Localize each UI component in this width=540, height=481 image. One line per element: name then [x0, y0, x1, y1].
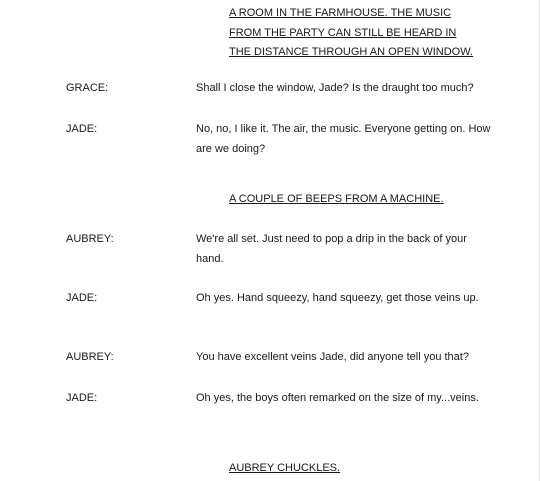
dialogue-line: We're all set. Just need to pop a drip in the back of your hand. — [196, 233, 467, 265]
stage-direction: AUBREY CHUCKLES. — [229, 462, 341, 474]
stage-direction: A ROOM IN THE FARMHOUSE. THE MUSIC FROM THE PARTY CAN STILL BE HEARD IN THE DISTANCE THROUGH AN OPEN WINDOW. — [229, 7, 474, 58]
dialogue-line: Shall I close the window, Jade? Is the draught too much? — [196, 82, 474, 94]
character-name: JADE: — [66, 392, 98, 404]
dialogue-line: You have excellent veins Jade, did anyone tell you that? — [196, 351, 469, 363]
character-name: AUBREY: — [66, 233, 114, 245]
stage-direction: A COUPLE OF BEEPS FROM A MACHINE. — [229, 193, 444, 205]
dialogue-line: Oh yes. Hand squeezy, hand squeezy, get those veins up. — [196, 292, 479, 304]
character-name: GRACE: — [66, 82, 109, 94]
dialogue-line: Oh yes, the boys often remarked on the size of my...veins. — [196, 392, 479, 404]
character-name: JADE: — [66, 292, 98, 304]
dialogue-line: No, no, I like it. The air, the music. Everyone getting on. How are we doing? — [196, 123, 491, 155]
character-name: JADE: — [66, 123, 98, 135]
character-name: AUBREY: — [66, 351, 114, 363]
